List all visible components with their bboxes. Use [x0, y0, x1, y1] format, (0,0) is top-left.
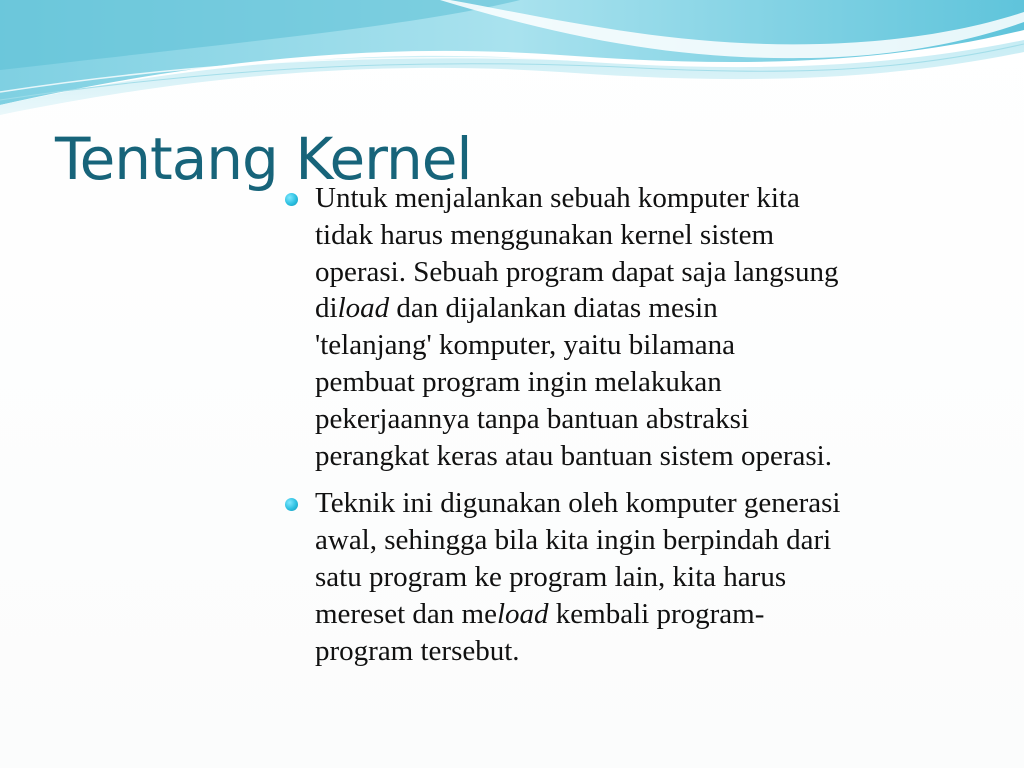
slide-title: Tentang Kernel — [55, 125, 472, 193]
italic-word: load — [496, 597, 549, 630]
bullet-item — [315, 485, 985, 669]
bullet-line: pembuat program ingin melakukan — [315, 365, 722, 398]
bullet-line: awal, sehingga bila kita ingin berpindah dari — [315, 524, 832, 557]
line-prefix: di — [315, 292, 338, 325]
bullet-line: perangkat keras atau bantuan sistem operasi. — [315, 439, 832, 472]
bullet-line: Teknik ini digunakan oleh komputer generasi — [315, 487, 841, 520]
line-suffix: dan dijalankan diatas mesin — [389, 292, 718, 325]
bullet-line: Untuk menjalankan sebuah komputer kita — [315, 182, 800, 214]
header-wave-decoration — [0, 0, 1024, 120]
bullet-line: satu program ke program lain, kita harus — [315, 560, 787, 593]
bullet-dot-icon — [285, 498, 298, 511]
bullet-line: pekerjaannya tanpa bantuan abstraksi — [315, 402, 750, 435]
italic-word: load — [337, 292, 390, 325]
bullet-line — [315, 596, 985, 633]
bullet-line: tidak harus menggunakan kernel sistem — [315, 218, 775, 251]
bullet-line: 'telanjang' komputer, yaitu bilamana — [315, 329, 735, 362]
bullet-line — [315, 290, 985, 327]
bullet-item — [315, 180, 985, 474]
bullet-line: program tersebut. — [315, 634, 520, 667]
bullet-line: operasi. Sebuah program dapat saja langsung — [315, 255, 839, 288]
bullet-dot-icon — [285, 193, 298, 206]
bullet-list — [315, 180, 985, 680]
line-prefix: mereset dan me — [315, 597, 497, 630]
line-suffix: kembali program- — [548, 597, 765, 630]
